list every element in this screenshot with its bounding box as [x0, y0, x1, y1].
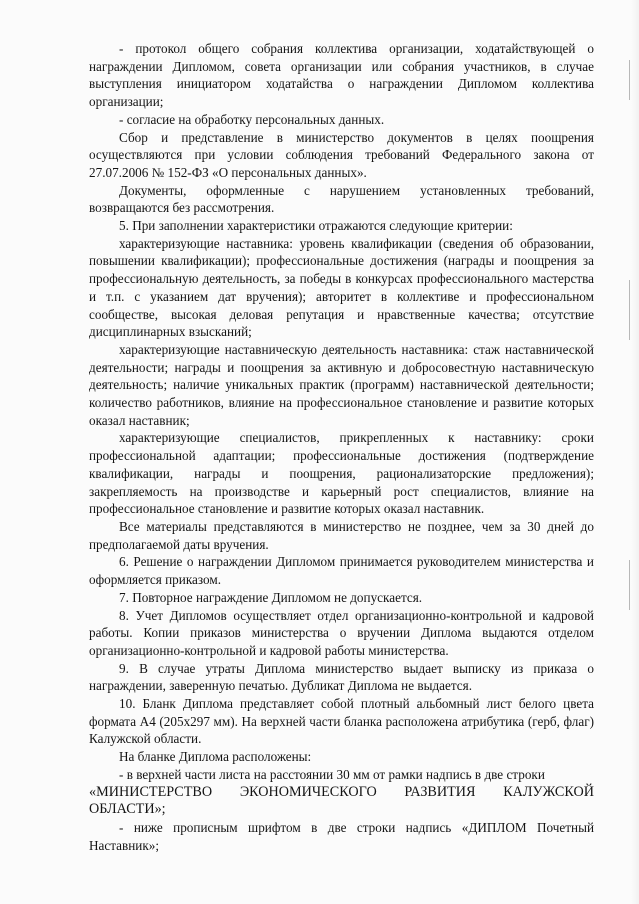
- paragraph-item-9: 9. В случае утраты Диплома министерство выдает выписку из приказа о награждении, заверенную печатью. Дубликат Диплома не выдается.: [89, 660, 594, 694]
- paragraph-top-inscription: - в верхней части листа на расстоянии 30 мм от рамки надпись в две строки: [119, 766, 545, 782]
- paragraph-data-consent: - согласие на обработку персональных данных.: [119, 111, 385, 127]
- paragraph-returned-documents: Документы, оформленные с нарушением установленных требований, возвращаются без рассмотрения.: [89, 182, 594, 216]
- paragraph-specialists-criteria: характеризующие специалистов, прикрепленных к наставнику: сроки профессиональной адаптации; профессиональные достижения (подтверждение квалификации, награды и поощрения, рационализаторские предложения); закрепляемость на производстве и карьерный рост специалистов, влияние на профессиональное становление и развитие которых оказал наставник.: [89, 430, 594, 517]
- paragraph-item-6: 6. Решение о награждении Дипломом принимается руководителем министерства и оформляется приказом.: [89, 554, 594, 588]
- paragraph-submission-deadline: Все материалы представляются в министерство не позднее, чем за 30 дней до предполагаемой даты вручения.: [89, 518, 594, 552]
- paragraph-ministry-name: «МИНИСТЕРСТВО ЭКОНОМИЧЕСКОГО РАЗВИТИЯ КАЛУЖСКОЙ ОБЛАСТИ»;: [89, 783, 594, 818]
- scan-edge-shadow: [631, 0, 639, 904]
- paragraph-blank-contents: На бланке Диплома расположены:: [119, 749, 312, 765]
- paragraph-mentoring-activity-criteria: характеризующие наставническую деятельность наставника: стаж наставнической деятельности; награды и поощрения за активную и добросовестную наставническую деятельность; наличие уникальных практик (программ) наставнической деятельности; количество работников, влияние на профессиональное становление и развитие которых оказал наставник;: [89, 341, 594, 428]
- paragraph-data-collection: Сбор и представление в министерство документов в целях поощрения осуществляются при условии соблюдения требований Федерального закона от 27.07.2006 № 152-ФЗ «О персональных данных».: [89, 129, 594, 180]
- document-body: [89, 40, 594, 854]
- paragraph-item-7: 7. Повторное награждение Дипломом не допускается.: [119, 589, 423, 605]
- paragraph-meeting-protocol: - протокол общего собрания коллектива организации, ходатайствующей о награждении Дипломом, совета организации или собрания участников, в случае выступления инициатором ходатайства о награждении Дипломом коллектива организации;: [89, 41, 594, 110]
- scan-mark: [629, 280, 630, 340]
- paragraph-item-10: 10. Бланк Диплома представляет собой плотный альбомный лист белого цвета формата А4 (205х297 мм). На верхней части бланка расположена атрибутика (герб, флаг) Калужской области.: [89, 696, 594, 747]
- paragraph-item-8: 8. Учет Дипломов осуществляет отдел организационно-контрольной и кадровой работы. Копии приказов министерства о вручении Диплома выдаются отделом организационно-контрольной и кадровой работы министерства.: [89, 607, 594, 658]
- paragraph-mentor-criteria: характеризующие наставника: уровень квалификации (сведения об образовании, повышении квалификации); профессиональные достижения (награды и поощрения за профессиональную деятельность, за победы в конкурсах профессионального мастерства и т.п. с указанием дат вручения); авторитет в коллективе и профессиональном сообществе, высокая деловая репутация и нравственные качества; отсутствие дисциплинарных взысканий;: [89, 235, 594, 340]
- paragraph-item-5: 5. При заполнении характеристики отражаются следующие критерии:: [119, 218, 513, 234]
- scan-mark: [629, 560, 630, 610]
- paragraph-diploma-inscription: - ниже прописным шрифтом в две строки надпись «ДИПЛОМ Почетный Наставник»;: [89, 819, 594, 853]
- scan-mark: [629, 60, 630, 100]
